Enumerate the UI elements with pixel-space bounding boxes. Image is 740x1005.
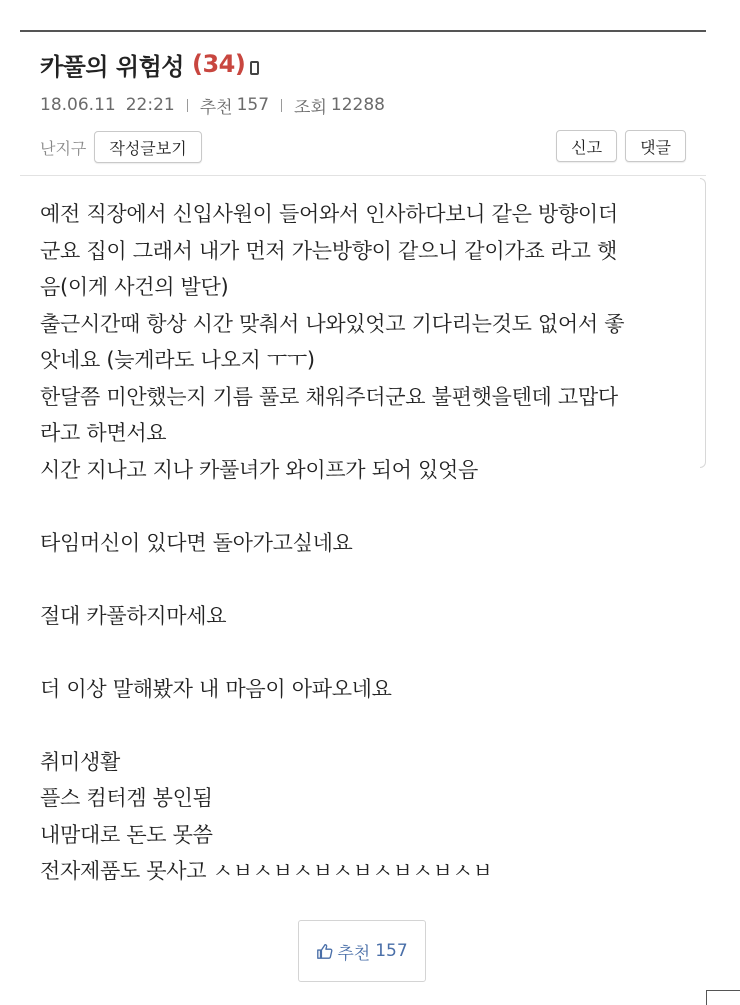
- recommend-button[interactable]: [298, 920, 426, 982]
- body-line: 절대 카풀하지마세요: [40, 603, 227, 628]
- meta-separator: [187, 99, 188, 112]
- body-line: 타임머신이 있다면 돌아가고싶네요: [40, 530, 353, 555]
- scrollbar[interactable]: [700, 178, 706, 468]
- recommend-count: 157: [236, 95, 270, 115]
- body-line: 플스 컴터겜 봉인됨: [40, 786, 213, 810]
- report-button[interactable]: 신고: [556, 130, 617, 162]
- views-count: 12288: [330, 95, 385, 115]
- body-line: 전자제품도 못사고 ㅅㅂㅅㅂㅅㅂㅅㅂㅅㅂㅅㅂㅅㅂ: [40, 859, 493, 883]
- body-line: 시간 지나고 지나 카풀녀가 와이프가 되어 있엇음: [40, 457, 478, 482]
- comment-button[interactable]: 댓글: [625, 130, 686, 162]
- body-line: 예전 직장에서 신입사원이 들어와서 인사하다보니 같은 방향이더: [40, 202, 618, 226]
- body-blank-line: [40, 707, 700, 744]
- post-title: 카풀의 위험성: [40, 52, 184, 81]
- body-line: 음(이게 사건의 발단): [40, 275, 229, 299]
- body-line: 군요 집이 그래서 내가 먼저 가는방향이 같으니 같이가죠 라고 햇: [40, 238, 618, 263]
- post-body: [40, 196, 700, 890]
- body-line: 더 이상 말해봤자 내 마음이 아파오네요: [40, 676, 392, 701]
- body-line: 출근시간때 항상 시간 맞춰서 나와있엇고 기다리는것도 없어서 좋: [40, 311, 625, 336]
- body-line: 라고 하면서요: [40, 421, 167, 445]
- view-posts-button[interactable]: 작성글보기: [94, 131, 201, 163]
- body-blank-line: [40, 488, 700, 525]
- top-rule: [20, 30, 706, 32]
- body-line: 내맘대로 돈도 못씀: [40, 822, 213, 847]
- recommend-button-count: 157: [375, 941, 408, 961]
- corner-widget: [706, 990, 740, 1005]
- post-actions: [556, 130, 686, 162]
- post-meta: [40, 92, 385, 118]
- body-line: 취미생활: [40, 749, 120, 774]
- post-date: 18.06.11: [40, 95, 116, 115]
- views-label: 조회: [294, 97, 327, 118]
- comment-count[interactable]: (34): [191, 50, 246, 78]
- body-blank-line: [40, 634, 700, 671]
- recommend-label: 추천: [199, 97, 233, 118]
- author-row: [40, 130, 202, 164]
- body-line: 앗네요 (늦게라도 나오지 ㅜㅜ): [40, 348, 315, 372]
- header-divider: [20, 175, 706, 176]
- thumbs-up-icon: [316, 942, 334, 960]
- post-title-row: [40, 44, 259, 84]
- post-time: 22:21: [125, 95, 175, 115]
- body-blank-line: [40, 561, 700, 598]
- meta-separator: [281, 99, 282, 112]
- mobile-phone-icon: [250, 61, 259, 75]
- recommend-button-label: 추천: [337, 943, 371, 964]
- author-name[interactable]: 난지구: [40, 138, 87, 158]
- body-line: 한달쯤 미안했는지 기름 풀로 채워주더군요 불편햇을텐데 고맙다: [40, 384, 618, 409]
